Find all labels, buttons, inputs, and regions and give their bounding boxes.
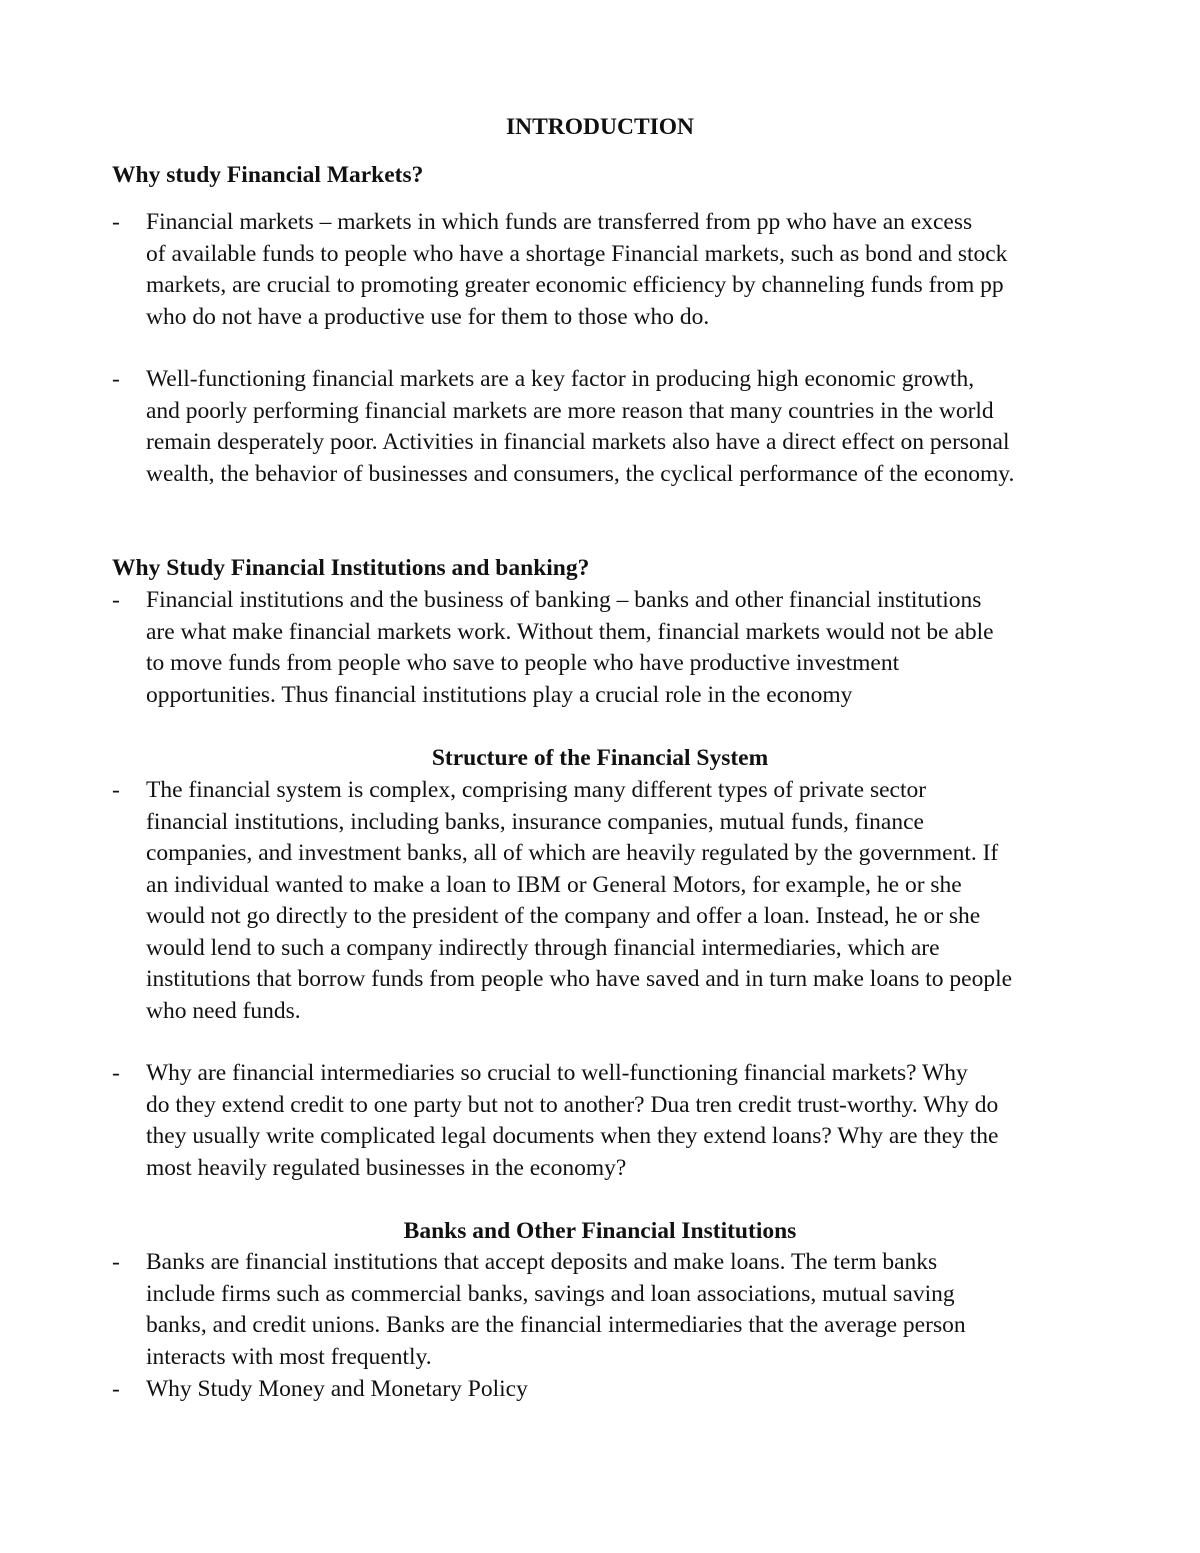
bullet-text: Financial institutions and the business of banking – banks and other financial institutions are what make financial markets work. Without them, financial markets would not be able to move funds from people who save to people who have productive investment opportunities. Thus financial institutions play a crucial role in the economy xyxy=(146,587,994,708)
bullet-text: Well-functioning financial markets are a key factor in producing high economic growth, and poorly performing financial markets are more reason that many countries in the world remain desperately poor. Activities in financial markets also have a direct effect on personal wealth, the behavior of businesses and consumers, the cyclical performance of the economy. xyxy=(146,366,1015,487)
section-heading-financial-markets: Why study Financial Markets? xyxy=(112,162,424,188)
bullet-dash: - xyxy=(112,1060,120,1086)
bullet-dash: - xyxy=(112,1376,120,1402)
bullet-dash: - xyxy=(112,1249,120,1275)
page-title: INTRODUCTION xyxy=(505,114,695,140)
section-heading-banks: Banks and Other Financial Institutions xyxy=(403,1218,797,1244)
bullet-text: Why are financial intermediaries so crucial to well-functioning financial markets? Why do they extend credit to one party but not to another? Dua tren credit trust-worthy. Why do they usually write complicated legal documents when they extend loans? Why are they the most heavily regulated businesses in the economy? xyxy=(146,1060,999,1181)
bullet-text: Banks are financial institutions that accept deposits and make loans. The term banks include firms such as commercial banks, savings and loan associations, mutual saving banks, and credit unions. Banks are the financial intermediaries that the average person interacts with most frequently. xyxy=(146,1249,966,1370)
bullet-text: Financial markets – markets in which funds are transferred from pp who have an excess of available funds to people who have a shortage Financial markets, such as bond and stock markets, are crucial to promoting greater economic efficiency by channeling funds from pp who do not have a productive use for them to those who do. xyxy=(146,209,1008,330)
bullet-dash: - xyxy=(112,587,120,613)
bullet-dash: - xyxy=(112,366,120,392)
bullet-text: Why Study Money and Monetary Policy xyxy=(146,1376,528,1402)
bullet-dash: - xyxy=(112,777,120,803)
section-heading-structure: Structure of the Financial System xyxy=(431,745,769,771)
section-heading-financial-institutions: Why Study Financial Institutions and banking? xyxy=(112,555,590,581)
bullet-text: The financial system is complex, comprising many different types of private sector financial institutions, including banks, insurance companies, mutual funds, finance companies, and investment banks, all of which are heavily regulated by the government. If an individual wanted to make a loan to IBM or General Motors, for example, he or she would not go directly to the president of the company and offer a loan. Instead, he or she would lend to such a company indirectly through financial intermediaries, which are institutions that borrow funds from people who have saved and in turn make loans to people who need funds. xyxy=(146,777,1013,1024)
bullet-dash: - xyxy=(112,209,120,235)
